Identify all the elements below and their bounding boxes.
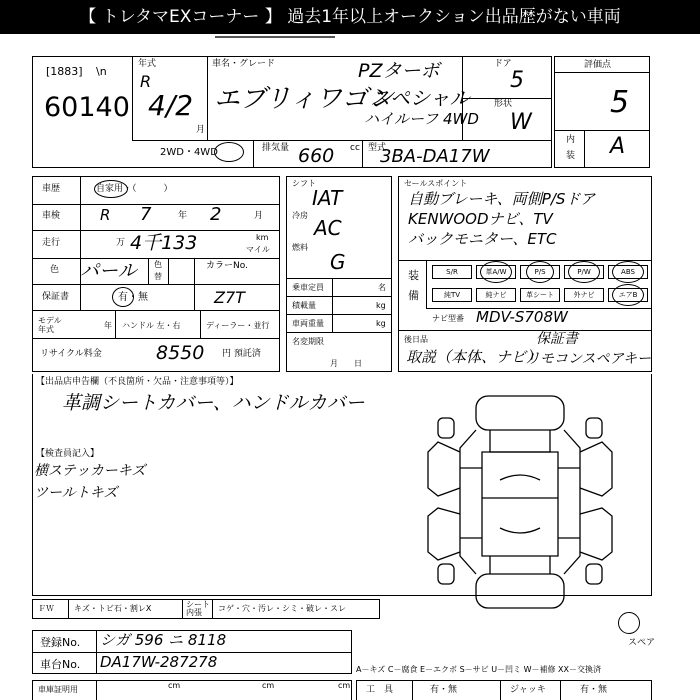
color-change-2: 替 [154, 272, 162, 281]
cert-label: 車庫証明用 [38, 685, 78, 694]
capacity-unit: 名 [378, 283, 386, 292]
lot-tag-suffix: \n [96, 65, 107, 78]
equip-airbag-circle [612, 284, 644, 306]
equip-label-2: 備 [408, 289, 419, 302]
model-year-label: モデル 年式 [38, 316, 62, 334]
equip-abs: ABS [608, 265, 648, 279]
private-use-circle [94, 180, 128, 198]
inspector-line-2: ツールトキズ [34, 485, 118, 501]
equip-pw-circle [568, 261, 600, 283]
warranty-yes-circle [112, 287, 134, 307]
banner: 【 トレタマEXコーナー 】 過去1年以上オークション出品歴がない車両 [0, 0, 700, 34]
chassis-label: 車台No. [40, 658, 81, 671]
score-label: 評価点 [584, 60, 612, 70]
color-no-label: カラーNo. [206, 261, 248, 271]
sales-label: セールスポイント [404, 179, 468, 188]
color-no-value: Z7T [214, 288, 245, 307]
year-month-label: 月 [196, 125, 206, 135]
car-name: エブリィワゴン [214, 84, 394, 114]
inspection-month-label: 月 [254, 211, 264, 221]
equip-sr: S/R [432, 265, 472, 279]
inspection-year-label: 年 [178, 211, 188, 221]
recycle-value: 8550 [156, 342, 205, 364]
equip-pure-tv: 純TV [432, 288, 472, 302]
color-change-1: 色 [154, 260, 162, 269]
report-value: 革調シートカバー、ハンドルカバー [62, 392, 365, 414]
doors-value: 5 [510, 68, 524, 93]
equip-ps-circle [526, 261, 554, 283]
name-label: 車名・グレード [212, 59, 276, 69]
history-options: 自家用・（ ） [96, 184, 173, 194]
seat-label: シート 内張 [186, 600, 210, 617]
report-label: 【出品店申告欄（不良箇所・欠品・注意事項等）】 [36, 377, 239, 387]
lot-tag: [1883] [46, 65, 83, 78]
grade-bottom: ハイルーフ 4WD [364, 110, 479, 128]
equip-leather-aw: 革A/W [476, 265, 516, 279]
inspection-month: 2 [210, 204, 222, 225]
interior-label-1: 内 [566, 135, 576, 145]
reg-label: 登録No. [40, 636, 81, 649]
model-year-unit: 年 [104, 321, 112, 330]
fw-label: ＦＷ [38, 604, 54, 613]
shape-value: W [510, 110, 532, 135]
cm-unit-2: cm [262, 681, 275, 690]
spare-label: スペア [628, 638, 656, 648]
shape-label: 形状 [494, 99, 513, 109]
weight-label: 車両重量 [292, 319, 324, 328]
navi-value: MDV-S708W [476, 308, 568, 326]
cert-row [32, 680, 352, 700]
reg-value: シガ 596 ニ 8118 [100, 631, 227, 649]
recycle-unit: 円 預託済 [222, 349, 261, 359]
inspection-era: R [100, 206, 111, 224]
sales-line-1: 自動ブレーキ、両側P/Sドア [408, 190, 595, 208]
cm-unit-3: cm [338, 681, 351, 690]
sales-line-2: KENWOODナビ、TV [408, 210, 553, 228]
year-label: 年式 [138, 59, 157, 69]
interior-label-2: 装 [566, 151, 576, 161]
load-unit: kg [376, 301, 386, 310]
tool-label: 工 具 [366, 685, 394, 695]
navi-label: ナビ型番 [432, 314, 464, 323]
displacement-value: 660 [298, 145, 335, 167]
equip-aw-circle [480, 261, 512, 283]
shift-label: シフト [292, 179, 316, 188]
inspector-line-1: 横ステッカーキズ [34, 463, 146, 479]
fw-legend: キズ・トビ石・割レX [74, 604, 152, 613]
jack-label: ジャッキ [510, 685, 546, 695]
seat-legend: コゲ・穴・汚レ・シミ・破レ・スレ [218, 604, 346, 613]
handle-options: ハンドル 左・右 [122, 321, 181, 330]
mileage-unit-km: km [256, 233, 269, 242]
displacement-unit: cc [350, 143, 360, 153]
retrofit-label: 後日品 [404, 335, 428, 344]
retrofit-note-2: リモコンスペアキー [526, 351, 652, 367]
equip-ext-navi: 外ナビ [564, 288, 604, 302]
retrofit-note-1: 保証書 [536, 331, 578, 347]
interior-value: A [610, 134, 626, 159]
warranty-label: 保証書 [42, 292, 70, 302]
damage-legend: A－キズ C－腐食 E－エクボ S－サビ U－凹ミ W－補修 XX－交換済 [356, 665, 602, 674]
score-value: 5 [610, 85, 630, 120]
equip-pw: P/W [564, 265, 604, 279]
chassis-value: DA17W-287278 [100, 653, 218, 671]
equip-label-1: 装 [408, 269, 419, 282]
lot-number: 60140 [44, 92, 130, 123]
cm-unit-1: cm [168, 681, 181, 690]
recycle-label: リサイクル料金 [40, 349, 102, 359]
year-value: 4/2 [148, 89, 194, 122]
tool-row [356, 680, 652, 700]
model-label: 型式 [368, 143, 387, 153]
model-value: 3BA-DA17W [380, 146, 490, 167]
retrofit-value: 取説（本体、ナビ） [406, 348, 542, 366]
warranty-options: 有・無 [118, 292, 148, 303]
year-era: R [140, 72, 152, 91]
weight-unit: kg [376, 319, 386, 328]
inspection-label: 車検 [42, 211, 61, 221]
capacity-label: 乗車定員 [292, 283, 324, 292]
color-label: 色 [50, 265, 60, 275]
sales-line-3: バックモニター、ETC [408, 230, 557, 248]
fuel-value: G [330, 250, 346, 274]
name-change-unit: 月 日 [330, 359, 362, 368]
name-change-label: 名変期限 [292, 337, 324, 346]
equip-airbag: エアB [608, 288, 648, 302]
equip-abs-circle [612, 261, 644, 283]
mileage-label: 走行 [42, 238, 61, 248]
inspector-label: 【検査員記入】 [36, 449, 100, 459]
spare-tire-icon [618, 612, 640, 634]
grade-top: PZターボ [358, 60, 440, 82]
load-label: 積載量 [292, 301, 316, 310]
equip-pure-navi: 純ナビ [476, 288, 516, 302]
doors-label: ドア [494, 59, 512, 69]
drive-circle [214, 142, 244, 162]
color-value: パール [80, 260, 137, 282]
equip-ps: P/S [520, 265, 560, 279]
inspection-year: 7 [140, 204, 152, 225]
header-strip-remnant [215, 34, 335, 38]
mileage-value: 4千133 [130, 232, 198, 254]
displacement-label: 排気量 [262, 143, 290, 153]
grade-mid: スペシャル [370, 86, 470, 110]
shift-value: IAT [312, 186, 343, 210]
tool-options: 有・無 [430, 685, 458, 695]
drive-label: 2WD・4WD [160, 147, 218, 158]
fuel-label: 燃料 [292, 243, 308, 252]
mileage-man: 万 [116, 238, 126, 248]
dealer-options: ディーラー・並行 [206, 321, 270, 330]
ac-label: 冷房 [292, 211, 308, 220]
equip-leather-seat: 革シート [520, 288, 560, 302]
car-diagram [420, 388, 620, 620]
history-label: 車歴 [42, 184, 61, 194]
jack-options: 有・無 [580, 685, 608, 695]
mileage-unit-mile: マイル [246, 245, 270, 254]
ac-value: AC [314, 216, 342, 240]
